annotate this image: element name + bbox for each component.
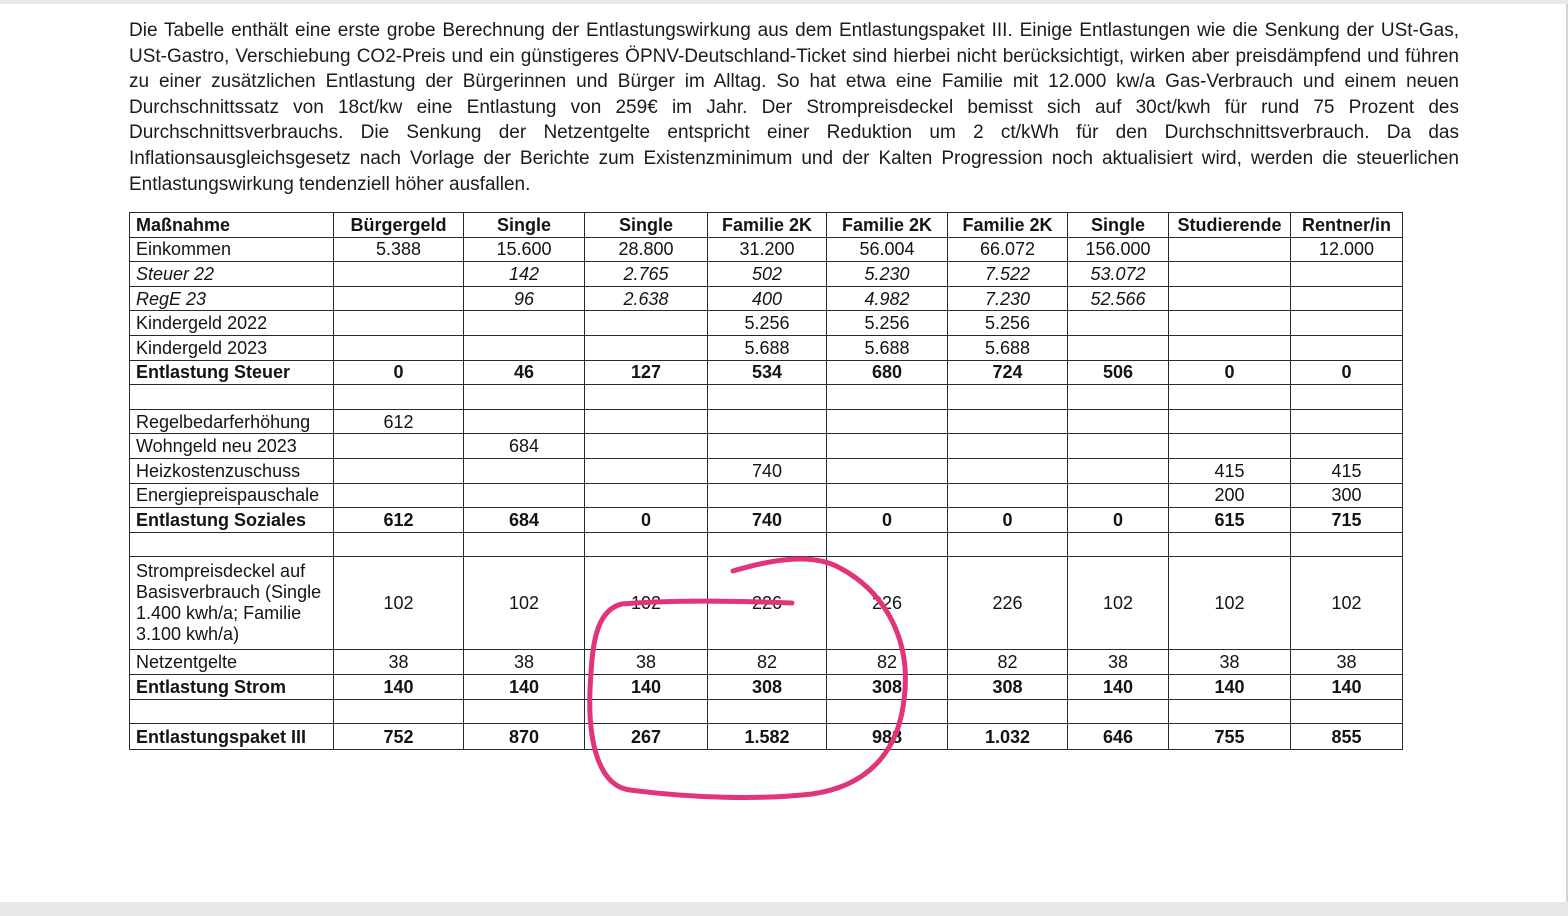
table-cell <box>464 532 585 557</box>
column-header: Single <box>1068 213 1169 238</box>
intro-paragraph: Die Tabelle enthält eine erste grobe Berechnung der Entlastungswirkung aus dem Entlastungspaket III. Einige Entlastungen wie die Senkung der USt-Gas, USt-Gastro, Verschiebung CO2-Preis und ein günstigeres ÖPNV-Deutschland-Ticket sind hierbei nicht berücksichtigt, wirken aber preisdämpfend und führen zu einer zusätzlichen Entlastung der Bürgerinnen und Bürger im Alltag. So hat etwa eine Familie mit 12.000 kw/a Gas-Verbrauch und einem neuen Durchschnittssatz von 18ct/kw eine Entlastung von 259€ im Jahr. Der Strompreisdeckel bemisst sich auf 30ct/kwh für rund 75 Prozent des Durchschnittsverbrauchs. Die Senkung der Netzentgelte entspricht einer Reduktion um 2 ct/kWh für den Durchschnittsverbrauch. Da das Inflationsausgleichsgesetz nach Vorlage der Berichte zum Existenzminimum und der Kalten Progression noch aktualisiert wird, werden die steuerlichen Entlastungswirkung tendenziell höher ausfallen. <box>129 20 1459 195</box>
row-label: RegE 23 <box>130 286 334 311</box>
table-cell: 612 <box>334 508 464 533</box>
table-cell: 0 <box>1291 360 1403 385</box>
table-cell: 66.072 <box>948 237 1068 262</box>
table-cell <box>464 483 585 508</box>
table-cell <box>585 311 708 336</box>
table-cell: 38 <box>1169 650 1291 675</box>
table-cell: 127 <box>585 360 708 385</box>
column-header-measure: Maßnahme <box>130 213 334 238</box>
table-cell: 140 <box>1068 674 1169 699</box>
table-cell: 740 <box>708 508 827 533</box>
table-cell: 28.800 <box>585 237 708 262</box>
table-cell: 226 <box>827 557 948 650</box>
bottom-strip <box>0 902 1568 916</box>
table-cell: 102 <box>1068 557 1169 650</box>
row-label: Heizkostenzuschuss <box>130 458 334 483</box>
table-cell <box>948 532 1068 557</box>
table-cell: 415 <box>1169 458 1291 483</box>
table-cell <box>334 532 464 557</box>
table-row <box>130 532 1403 557</box>
table-cell <box>585 385 708 410</box>
row-label: Einkommen <box>130 237 334 262</box>
table-cell <box>1169 237 1291 262</box>
table-cell <box>1169 335 1291 360</box>
table-cell <box>948 385 1068 410</box>
table-cell: 140 <box>334 674 464 699</box>
table-cell <box>948 699 1068 724</box>
row-label: Wohngeld neu 2023 <box>130 434 334 459</box>
table-cell: 0 <box>1068 508 1169 533</box>
table-cell: 5.388 <box>334 237 464 262</box>
table-cell <box>1169 409 1291 434</box>
table-row <box>130 409 1403 434</box>
table-cell <box>948 483 1068 508</box>
row-label: Strompreisdeckel auf Basisverbrauch (Single 1.400 kwh/a; Familie 3.100 kwh/a) <box>130 557 334 650</box>
table-cell: 415 <box>1291 458 1403 483</box>
table-cell: 31.200 <box>708 237 827 262</box>
table-cell: 12.000 <box>1291 237 1403 262</box>
table-cell <box>827 385 948 410</box>
table-cell <box>1169 532 1291 557</box>
table-cell <box>708 483 827 508</box>
table-cell <box>334 286 464 311</box>
table-cell <box>827 409 948 434</box>
table-cell <box>1169 385 1291 410</box>
table-cell: 226 <box>948 557 1068 650</box>
table-cell: 5.256 <box>708 311 827 336</box>
table-cell: 96 <box>464 286 585 311</box>
table-cell <box>708 532 827 557</box>
table-cell: 156.000 <box>1068 237 1169 262</box>
table-row <box>130 311 1403 336</box>
table-cell: 102 <box>334 557 464 650</box>
table-cell: 5.230 <box>827 262 948 287</box>
column-header: Single <box>585 213 708 238</box>
table-cell: 855 <box>1291 724 1403 750</box>
table-cell: 646 <box>1068 724 1169 750</box>
table-cell <box>464 311 585 336</box>
table-cell: 2.765 <box>585 262 708 287</box>
column-header: Single <box>464 213 585 238</box>
table-cell: 308 <box>948 674 1068 699</box>
table-cell: 7.230 <box>948 286 1068 311</box>
table-cell: 400 <box>708 286 827 311</box>
table-cell <box>585 699 708 724</box>
table-cell: 0 <box>334 360 464 385</box>
table-cell: 4.982 <box>827 286 948 311</box>
table-cell: 5.688 <box>948 335 1068 360</box>
table-cell: 102 <box>1169 557 1291 650</box>
table-cell <box>464 335 585 360</box>
table-cell <box>334 699 464 724</box>
table-cell <box>464 385 585 410</box>
table-cell <box>948 409 1068 434</box>
table-cell <box>464 699 585 724</box>
table-row <box>130 237 1403 262</box>
table-cell: 46 <box>464 360 585 385</box>
table-cell: 102 <box>1291 557 1403 650</box>
table-row <box>130 262 1403 287</box>
row-label: Energiepreispauschale <box>130 483 334 508</box>
table-cell: 1.582 <box>708 724 827 750</box>
table-cell <box>1068 335 1169 360</box>
table-row <box>130 434 1403 459</box>
table-cell: 102 <box>585 557 708 650</box>
table-cell <box>948 458 1068 483</box>
table-cell <box>1291 434 1403 459</box>
table-cell <box>1169 286 1291 311</box>
table-cell <box>1291 311 1403 336</box>
table-cell: 2.638 <box>585 286 708 311</box>
table-cell <box>1169 311 1291 336</box>
table-cell: 506 <box>1068 360 1169 385</box>
table-cell <box>585 434 708 459</box>
table-cell: 140 <box>1291 674 1403 699</box>
table-cell <box>1068 311 1169 336</box>
table-cell: 0 <box>827 508 948 533</box>
table-cell <box>334 385 464 410</box>
table-cell: 5.688 <box>827 335 948 360</box>
table-cell: 0 <box>585 508 708 533</box>
table-cell: 7.522 <box>948 262 1068 287</box>
table-cell: 740 <box>708 458 827 483</box>
table-cell: 684 <box>464 434 585 459</box>
table-cell <box>585 335 708 360</box>
table-row <box>130 483 1403 508</box>
table-cell: 680 <box>827 360 948 385</box>
table-row <box>130 699 1403 724</box>
table-row <box>130 508 1403 533</box>
column-header: Familie 2K <box>827 213 948 238</box>
row-label: Entlastung Steuer <box>130 360 334 385</box>
table-cell <box>334 311 464 336</box>
table-cell <box>334 458 464 483</box>
table-cell: 200 <box>1169 483 1291 508</box>
table-cell: 534 <box>708 360 827 385</box>
table-cell: 0 <box>948 508 1068 533</box>
table-cell <box>1068 458 1169 483</box>
table-cell <box>1291 262 1403 287</box>
table-cell <box>585 409 708 434</box>
table-cell <box>334 434 464 459</box>
table-cell <box>1291 385 1403 410</box>
table-cell: 615 <box>1169 508 1291 533</box>
table-cell: 752 <box>334 724 464 750</box>
table-cell: 82 <box>827 650 948 675</box>
table-cell: 988 <box>827 724 948 750</box>
table-cell: 38 <box>585 650 708 675</box>
table-cell <box>708 409 827 434</box>
table-cell <box>708 385 827 410</box>
table-row <box>130 458 1403 483</box>
table-cell: 612 <box>334 409 464 434</box>
table-cell: 755 <box>1169 724 1291 750</box>
table-cell <box>334 335 464 360</box>
table-cell <box>1068 532 1169 557</box>
row-label: Entlastung Soziales <box>130 508 334 533</box>
table-cell: 684 <box>464 508 585 533</box>
table-cell <box>827 699 948 724</box>
table-cell: 38 <box>464 650 585 675</box>
table-cell <box>1169 262 1291 287</box>
row-label: Steuer 22 <box>130 262 334 287</box>
table-cell <box>1169 699 1291 724</box>
table-cell <box>1169 434 1291 459</box>
table-cell <box>1291 532 1403 557</box>
table-cell: 5.256 <box>827 311 948 336</box>
row-label: Entlastung Strom <box>130 674 334 699</box>
table-row <box>130 286 1403 311</box>
table-cell: 140 <box>1169 674 1291 699</box>
column-header: Familie 2K <box>708 213 827 238</box>
table-cell: 38 <box>1291 650 1403 675</box>
row-label: Kindergeld 2022 <box>130 311 334 336</box>
table-cell: 308 <box>827 674 948 699</box>
table-header-row <box>130 213 1403 238</box>
table-cell: 142 <box>464 262 585 287</box>
row-label <box>130 532 334 557</box>
table-cell <box>1068 483 1169 508</box>
table-cell <box>1291 699 1403 724</box>
table-cell: 52.566 <box>1068 286 1169 311</box>
document-page <box>0 4 1568 902</box>
table-cell: 102 <box>464 557 585 650</box>
table-cell <box>334 262 464 287</box>
table-cell: 38 <box>334 650 464 675</box>
table-cell: 870 <box>464 724 585 750</box>
row-label <box>130 385 334 410</box>
table-cell <box>1068 409 1169 434</box>
table-cell: 5.688 <box>708 335 827 360</box>
table-cell: 715 <box>1291 508 1403 533</box>
table-cell: 308 <box>708 674 827 699</box>
table-cell <box>585 532 708 557</box>
table-row <box>130 724 1403 750</box>
column-header: Familie 2K <box>948 213 1068 238</box>
row-label: Regelbedarferhöhung <box>130 409 334 434</box>
column-header: Studierende <box>1169 213 1291 238</box>
table-cell <box>464 409 585 434</box>
table-cell <box>1068 699 1169 724</box>
row-label: Kindergeld 2023 <box>130 335 334 360</box>
table-cell <box>827 458 948 483</box>
row-label: Entlastungspaket III <box>130 724 334 750</box>
table-row <box>130 385 1403 410</box>
table-cell <box>827 434 948 459</box>
table-cell: 267 <box>585 724 708 750</box>
table-cell: 56.004 <box>827 237 948 262</box>
table-cell: 502 <box>708 262 827 287</box>
table-cell: 226 <box>708 557 827 650</box>
table-cell <box>585 458 708 483</box>
table-cell: 82 <box>948 650 1068 675</box>
table-cell: 38 <box>1068 650 1169 675</box>
table-cell <box>1291 286 1403 311</box>
table-cell: 1.032 <box>948 724 1068 750</box>
row-label: Netzentgelte <box>130 650 334 675</box>
table-cell <box>1068 385 1169 410</box>
table-row <box>130 650 1403 675</box>
table-cell <box>585 483 708 508</box>
row-label <box>130 699 334 724</box>
column-header: Rentner/in <box>1291 213 1403 238</box>
table-row <box>130 557 1403 650</box>
table-cell <box>1068 434 1169 459</box>
table-cell: 82 <box>708 650 827 675</box>
relief-table <box>129 212 1403 750</box>
table-cell: 0 <box>1169 360 1291 385</box>
table-cell <box>464 458 585 483</box>
table-cell <box>708 699 827 724</box>
column-header: Bürgergeld <box>334 213 464 238</box>
table-cell <box>827 532 948 557</box>
table-cell: 15.600 <box>464 237 585 262</box>
table-cell: 724 <box>948 360 1068 385</box>
table-cell <box>1291 409 1403 434</box>
table-cell <box>948 434 1068 459</box>
table-cell <box>827 483 948 508</box>
table-cell <box>334 483 464 508</box>
table-row <box>130 674 1403 699</box>
table-row <box>130 335 1403 360</box>
table-cell: 5.256 <box>948 311 1068 336</box>
table-cell: 53.072 <box>1068 262 1169 287</box>
table-cell <box>1291 335 1403 360</box>
table-row <box>130 360 1403 385</box>
table-cell: 300 <box>1291 483 1403 508</box>
table-cell: 140 <box>464 674 585 699</box>
table-cell <box>708 434 827 459</box>
table-cell: 140 <box>585 674 708 699</box>
